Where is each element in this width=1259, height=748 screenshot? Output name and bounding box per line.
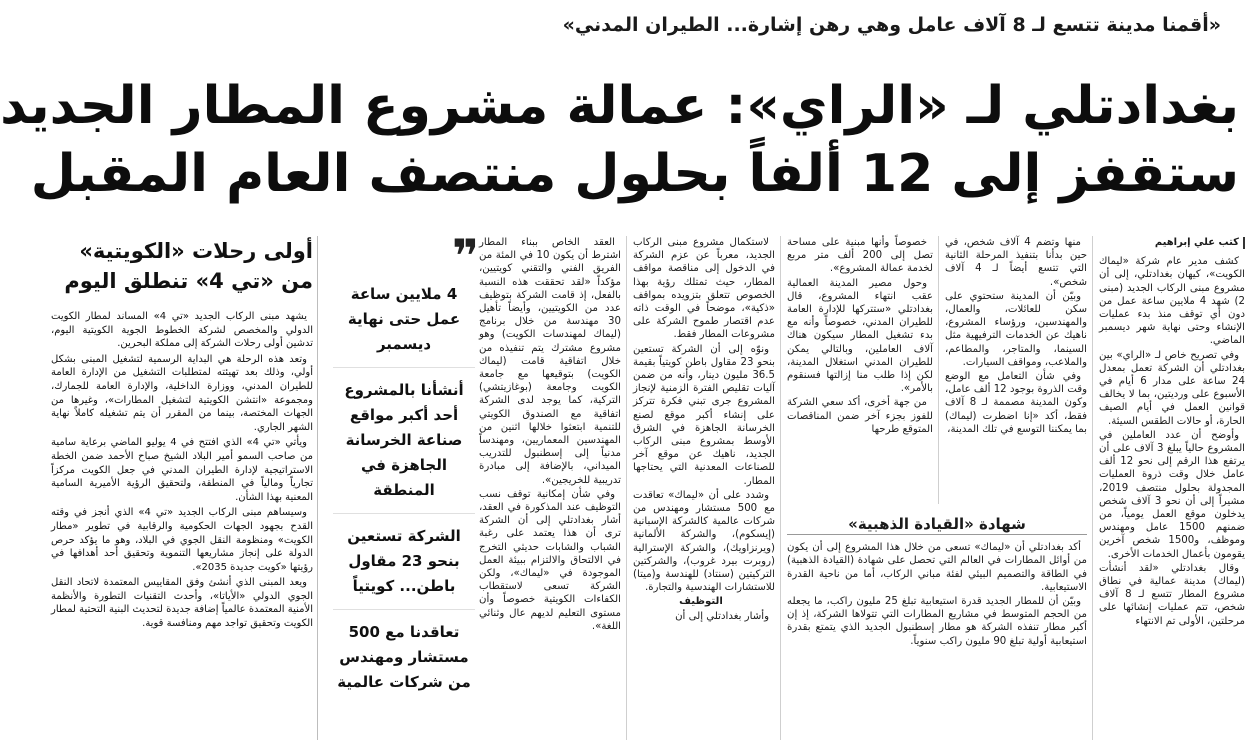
pull-quote: أنشأنا بالمشروع أحد أكبر مواقع صناعة الخرسانة الجاهزة في المنطقة [333, 374, 475, 514]
paragraph: وبيّن أن المدينة ستحتوي على سكن للعائلات، والعمال، والمهندسين، ورؤساء المشروع، ناهيك عن الخدمات الترفيهية مثل السينما، والمتاجر، والمطاعم، والملاعب، ومواقف السيارات. [945, 290, 1087, 368]
paragraph: وتعد هذه الرحلة هي البداية الرسمية لتشغيل المبنى بشكل أولي، وذلك بعد تهيئته لمتطلبات التشغيل من الإدارة العامة للطيران المدني، ووزارة الداخلية، والإدارة العامة للجمارك، ومجموعة «انتشن الكويتية لتشغيل المطارات»، وغيرها من الجهات المختصة، بينما من المقرر أن يتم تشغيله كاملاً نهاية الشهر الجاري. [51, 353, 313, 433]
paragraph: وفي شأن التعامل مع الوضع وقت الذروة بوجود 12 ألف عامل، وكون المدينة مصممة لـ 8 آلاف فقط، أكد «إنا اضطرت (ليماك) بما يمكننا التوسع في تلك المدينة، [945, 371, 1087, 435]
shahada-section [787, 510, 1087, 742]
paragraph: كشف مدير عام شركة «ليماك الكويت»، كيهان بغدادتلي، إلى أن مشروع مبنى الركاب الجديد (مبنى 2) شهد 4 ملايين ساعة عمل من دون أي توقف منذ بدء عمليات الإنشاء وحتى نهاية شهر ديسمبر الماضي. [1099, 256, 1246, 347]
sidebar-body [51, 310, 313, 631]
paragraph: وبيّن أن للمطار الجديد قدرة استيعابية تبلغ 25 مليون راكب، ما يجعله من الحجم المتوسط في مشاريع المطارات التي تتولاها الشركة، إذ إن أكبر مطار تنفذه الشركة هو مطار إسطنبول الجديد الذي يتمتع بقدرة استيعابية أولية تبلغ 90 مليون راكب سنوياً. [787, 596, 1087, 647]
paragraph: خصوصاً وأنها مبنية على مساحة تصل إلى 200 ألف متر مربع لخدمة عمالة المشروع». [787, 237, 933, 275]
paragraph: وشدد على أن «ليماك» تعاقدت مع 500 مستشار ومهندس من شركات عالمية كالشركة الإسبانية (إيسكوم)، والشركة الألمانية (ويرنزاويك)، والشركة الإسترالية (روبرت بيرد غروب)، والشركتين التركيتين (سنتاد) للهندسة و(ميتا) للاستشارات الهندسية والتجارة. [633, 489, 775, 594]
pull-quote: تعاقدنا مع 500 مستشار ومهندس من شركات عالمية [337, 623, 471, 691]
article-column-2 [945, 236, 1087, 506]
paragraph: ويأتي «تي 4» الذي افتتح في 4 يوليو الماضي برعاية سامية من صاحب السمو أمير البلاد الشيخ صباح الأحمد ضمن الخطة الاستراتيجية لإدارة الطيران المدني في جعل الكويت مركزاً تجارياً ومالياً في المنطقة، ولتحقيق الرؤية الأميرية السامية المعنية بهذا الشأن. [51, 437, 313, 503]
paragraph: أكد بغدادتلي أن «ليماك» تسعى من خلال هذا المشروع إلى أن يكون من أوائل المطارات في العالم التي تحصل على شهادة (القيادة الذهبية) في الطاقة والتصميم البيئي لفئة مباني الركاب، أما من ناحية القدرة الاستيعابية. [787, 542, 1087, 593]
pull-quotes [323, 229, 485, 740]
paragraph: من جهة أخرى، أكد سعي الشركة للفوز بجزء آخر ضمن المناقصات المتوقع طرحها [787, 397, 933, 435]
column-rule [938, 236, 939, 504]
byline-bar [1243, 237, 1245, 249]
pull-quote: الشركة تستعين بنحو 23 مقاول باطن... كويتياً [333, 520, 475, 610]
paragraph: ونوّه إلى أن الشركة تستعين بنحو 23 مقاول باطن كويتياً بقيمة 36.5 مليون دينار، وأنه من ضمن آليات تقليص الفترة الزمنية لإنجاز المشروع جرى تبني فكرة تتركز على إنشاء أكبر موقع لصنع الخرسانة الجاهزة في الشرق الأوسط بمشروع مبنى الركاب الجديد، ناهيك عن موقع آخر للصناعات المعدنية التي يحتاجها المطار. [633, 343, 775, 487]
byline [1099, 236, 1245, 249]
article-column-4 [633, 236, 775, 742]
column-rule [1092, 236, 1093, 740]
sidebar-title-line-2: من «تي 4» تنطلق اليوم [64, 269, 313, 293]
paragraph: العقد الخاص ببناء المطار اشترط أن يكون 10 في المئة من الفريق الفني والتقني كويتيين، مؤكداً «لقد تحققت هذه النسبة بالفعل، إذ قامت الشركة بتوظيف عدد من الكويتيين، وأيضاً تأهيل 30 مهندسة من خلال برنامج (ليماك لمهندسات الكويت) وهو مشروع مشترك يتم تنفيذه من خلال اتفاقية قامت (ليماك الكويت) بتوقيعها مع جامعة الكويت وجامعة (بوغازيتشي) التركية، كما يوجد لدى الشركة اتفاقية مع الصندوق الكويتي للتنمية ابتعثوا خلالها اثنين من المهندسين المعماريين، ومهندساً مدنياً إلى إسطنبول للتدريب الميداني، بالإضافة إلى مبادرة تدريبية للخريجين». [479, 237, 621, 486]
paragraph: وفي تصريح خاص لـ «الراي» بين بغدادتلي أن الشركة تعمل بمعدل 24 ساعة على مدار 6 أيام في الأسبوع على ورديتين، بما لا يخالف قوانين العمل في أيام الصيف الحارة، أو حالات الطقس السيئة. [1099, 349, 1245, 427]
sidebar-title-line-1: أولى رحلات «الكويتية» [79, 239, 313, 263]
paragraph: وفي شأن إمكانية توقف نسب التوظيف عند المذكورة في العقد، أشار بغدادتلي إلى أن الشركة ترى أن هذا يعتمد على رغبة الشباب والشابات حديثي التخرج في الالتحاق والالتزام ببيئة العمل الموجودة في «ليماك»، ولكن الشركة تسعى لاستقطاب الكفاءات الكويتية خصوصاً وأن مستوى التعليم لديهم عال وثنائي اللغة». [479, 488, 621, 632]
paragraph: وقال بغدادتلي «لقد أنشأت (ليماك) مدينة عمالية في نطاق مشروع المطار تتسع لـ 8 آلاف شخص، تتم عمليات إنشائها على مرحلتين، الأولى تم الانتهاء [1099, 562, 1245, 627]
paragraph: وحول مصير المدينة العمالية عقب انتهاء المشروع، قال بغدادتلي «ستتركها للإدارة العامة للطيران المدني، خصوصاً وأنه مع بدء تشغيل المطار سيكون هناك آلاف العاملين، وبالتالي يمكن للطيران المدني استغلال المدينة، لكن إذا طلب منا إزالتها فسنقوم بالأمر». [787, 277, 933, 395]
column-rule [626, 236, 627, 740]
paragraph: وسيساهم مبنى الركاب الجديد «تي 4» الذي أنجز في وقته القدح بجهود الجهات الحكومية والرقابية في تطوير «مطار الكويت» ومنظومة النقل الجوي في البلاد، وهو ما يؤكد حرص الدولة على إنجاز مشاريعها التنموية وتحقيق أحد أهدافها في رؤيتها «كويت جديدة 2035». [51, 507, 313, 573]
paragraph: وأوضح أن عدد العاملين في المشروع حالياً يبلغ 3 آلاف على أن يرتفع هذا الرقم إلى نحو 12 ألف عامل خلال وقت ذروة العمليات المجدولة بحلول منتصف 2019، مشيراً إلى أن نحو 3 آلاف شخص يدخلون موقع العمل يومياً، من ضمنهم 1500 عامل ومهندس وموظف، و1500 شخص آخرين يقومون بأعمال الخدمات الأخرى. [1099, 429, 1246, 560]
headline [0, 72, 1239, 208]
employment-subhead: التوظيف [679, 596, 723, 608]
paragraph: لاستكمال مشروع مبنى الركاب الجديد، معرباً عن عزم الشركة في الدخول إلى مناقصة مواقف المطار، حيث تمتلك رؤية بهذا الخصوص تتعلق بتزويده بمواقف «ذكية»، موضحاً في الوقت ذاته عدم اقتصار طموح الشركة على مشروعات المطار فقط. [633, 237, 775, 341]
headline-line-2: ستقفز إلى 12 ألفاً بحلول منتصف العام المقبل [30, 144, 1239, 204]
paragraph: يشهد مبنى الركاب الجديد «تي 4» المساند لمطار الكويت الدولي والمخصص لشركة الخطوط الجوية الكويتية اليوم، تدشين أولى رحلات الشركة إلى مملكة البحرين. [51, 311, 313, 350]
paragraph: منها وتضم 4 آلاف شخص، في حين بدأنا بتنفيذ المرحلة الثانية التي تتسع أيضاً لـ 4 آلاف شخص». [945, 237, 1087, 288]
sidebar-divider [317, 236, 318, 740]
pull-quote: 4 ملايين ساعة عمل حتى نهاية ديسمبر [333, 278, 475, 368]
paragraph: ويعد المبنى الذي أنشئ وفق المقاييس المعتمدة لاتحاد النقل الجوي الدولي «الأياتا»، وأحدث التقنيات التطورة والأنظمة الأمنية المعتمدة عالمياً إضافة جديدة لتحديث البنية التحتية لمطار الكويت وتحقيق تواجد مهم ومنافسة قوية. [51, 577, 313, 630]
byline-text: كتب علي إبراهيم [1154, 237, 1239, 248]
article-column-3 [787, 236, 933, 506]
article-column-5 [479, 236, 621, 742]
shahada-subhead: شهادة «القيادة الذهبية» [787, 518, 1087, 535]
headline-line-1: بغدادتلي لـ «الراي»: عمالة مشروع المطار الجديد [0, 76, 1239, 136]
quote-mark-icon: ❞ [452, 229, 479, 283]
kicker: «أقمنا مدينة تتسع لـ 8 آلاف عامل وهي رهن إشارة... الطيران المدني» [562, 14, 1221, 36]
sidebar-story [51, 236, 313, 742]
sidebar-title [51, 236, 313, 296]
paragraph: وأشار بغدادتلي إلى أن [675, 610, 769, 622]
article-column-1 [1099, 236, 1245, 742]
column-rule [780, 236, 781, 740]
